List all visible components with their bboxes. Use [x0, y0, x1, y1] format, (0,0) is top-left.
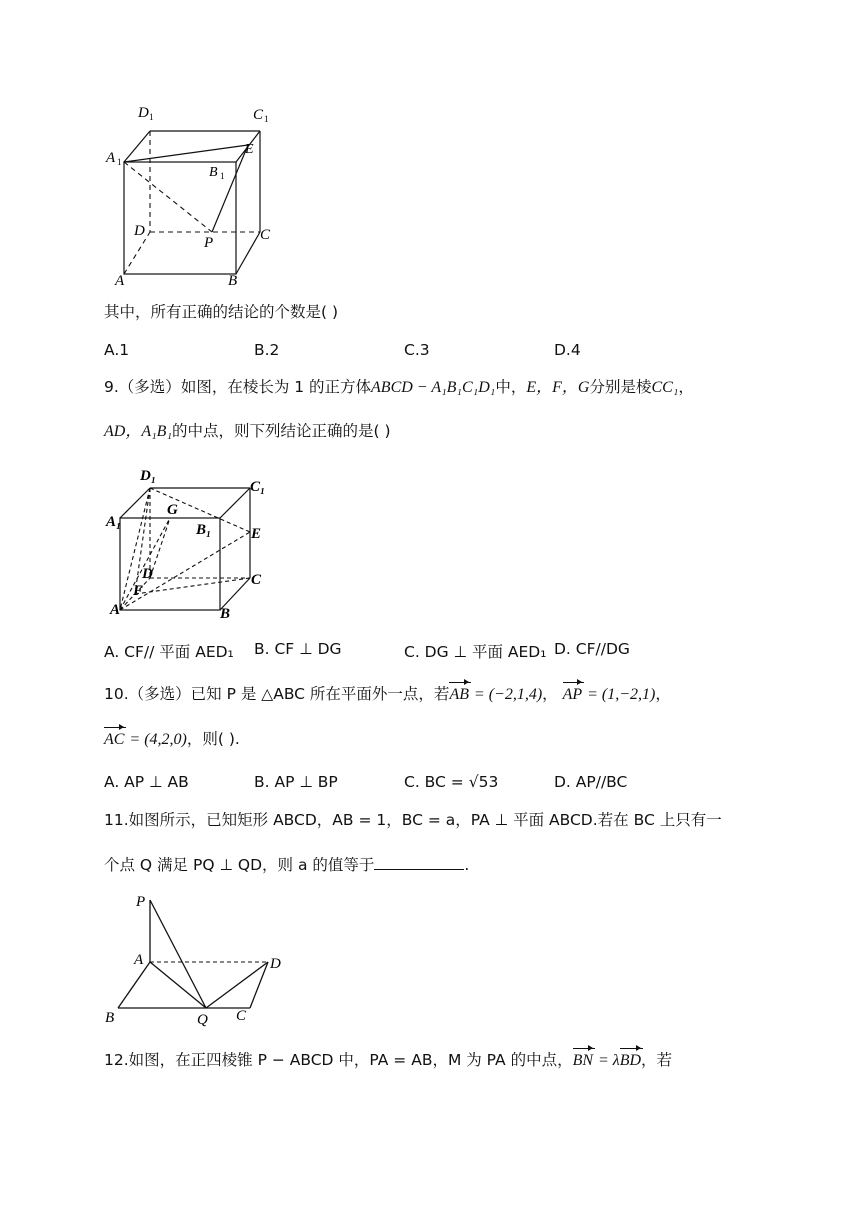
- q10-line2: AC = (4,2,0)，则( ).: [104, 730, 240, 748]
- q9-option-b: B. CF ⊥ DG: [254, 640, 342, 658]
- label-B1: B: [209, 165, 218, 180]
- figure-cube-2: [100, 460, 280, 622]
- label-C1: C: [253, 107, 264, 123]
- q10-option-a: A. AP ⊥ AB: [104, 773, 189, 791]
- q8-option-d: D.4: [554, 341, 581, 359]
- label-C: C: [251, 572, 262, 588]
- label-F: F: [133, 583, 144, 599]
- q9-option-d: D. CF//DG: [554, 640, 630, 658]
- vector-ap: AP: [562, 686, 583, 703]
- vector-ac: AC: [104, 731, 125, 748]
- label-A: A: [134, 952, 144, 968]
- label-D1: D: [138, 105, 149, 121]
- figure-cube-1: [100, 98, 290, 290]
- label-D: D: [134, 223, 145, 239]
- label-D: D: [270, 956, 281, 972]
- label-D1: D₁: [140, 468, 157, 484]
- label-A: A: [115, 273, 125, 289]
- svg-text:1: 1: [220, 171, 225, 181]
- label-A1: A: [106, 150, 116, 166]
- label-B1: B₁: [196, 522, 212, 538]
- label-A: A: [110, 602, 121, 618]
- q9-option-a: A. CF// 平面 AED₁: [104, 643, 234, 661]
- q9-option-c: C. DG ⊥ 平面 AED₁: [404, 643, 547, 661]
- q10-line1: 10.（多选）已知 P 是 △ABC 所在平面外一点，若AB = (−2,1,4)， AP = (1,−2,1)，: [104, 685, 671, 703]
- q11-line1: 11.如图所示，已知矩形 ABCD，AB = 1，BC = a，PA ⊥ 平面 ABCD.若在 BC 上只有一: [104, 811, 722, 829]
- vector-ab: AB: [449, 686, 469, 703]
- label-P: P: [204, 235, 214, 251]
- svg-text:1: 1: [264, 114, 269, 124]
- label-E: E: [245, 142, 254, 157]
- label-C: C: [260, 227, 271, 243]
- q8-option-b: B.2: [254, 341, 280, 359]
- q10-option-b: B. AP ⊥ BP: [254, 773, 338, 791]
- vector-bn: BN: [572, 1052, 594, 1069]
- answer-blank: [374, 855, 464, 870]
- q9-line2: AD，A₁B₁的中点，则下列结论正确的是( ): [104, 422, 391, 440]
- q8-option-a: A.1: [104, 341, 130, 359]
- q9-cube: ABCD − A₁B₁C₁D₁: [371, 379, 496, 396]
- label-C: C: [236, 1008, 247, 1024]
- q8-option-c: C.3: [404, 341, 430, 359]
- q10-option-d: D. AP//BC: [554, 773, 628, 791]
- label-D: D: [142, 566, 153, 582]
- q9-tag: （多选）: [118, 378, 181, 396]
- vector-bd: BD: [619, 1052, 642, 1069]
- label-C1: C₁: [250, 479, 266, 495]
- q11-line2: 个点 Q 满足 PQ ⊥ QD，则 a 的值等于 .: [104, 856, 470, 874]
- svg-text:1: 1: [117, 157, 122, 167]
- label-B: B: [220, 606, 231, 622]
- label-P: P: [136, 894, 146, 910]
- q9-line1: 9.（多选）如图，在棱长为 1 的正方体ABCD − A₁B₁C₁D₁中，E，F，G分别是棱CC₁，: [104, 378, 694, 396]
- figure-rectangle-pyramid: [100, 890, 300, 1030]
- label-E: E: [251, 526, 262, 542]
- label-G: G: [167, 502, 178, 518]
- q10-option-c: C. BC = √53: [404, 773, 499, 791]
- label-Q: Q: [197, 1012, 208, 1028]
- label-B: B: [105, 1010, 115, 1026]
- q12-line1: 12.如图，在正四棱锥 P − ABCD 中，PA = AB，M 为 PA 的中点，BN = λBD，若: [104, 1051, 673, 1069]
- label-B: B: [228, 273, 238, 289]
- svg-text:1: 1: [149, 112, 154, 122]
- q9-number: 9.: [104, 378, 119, 396]
- q8-question-end: 其中，所有正确的结论的个数是( ): [104, 303, 339, 321]
- label-A1: A₁: [106, 514, 122, 530]
